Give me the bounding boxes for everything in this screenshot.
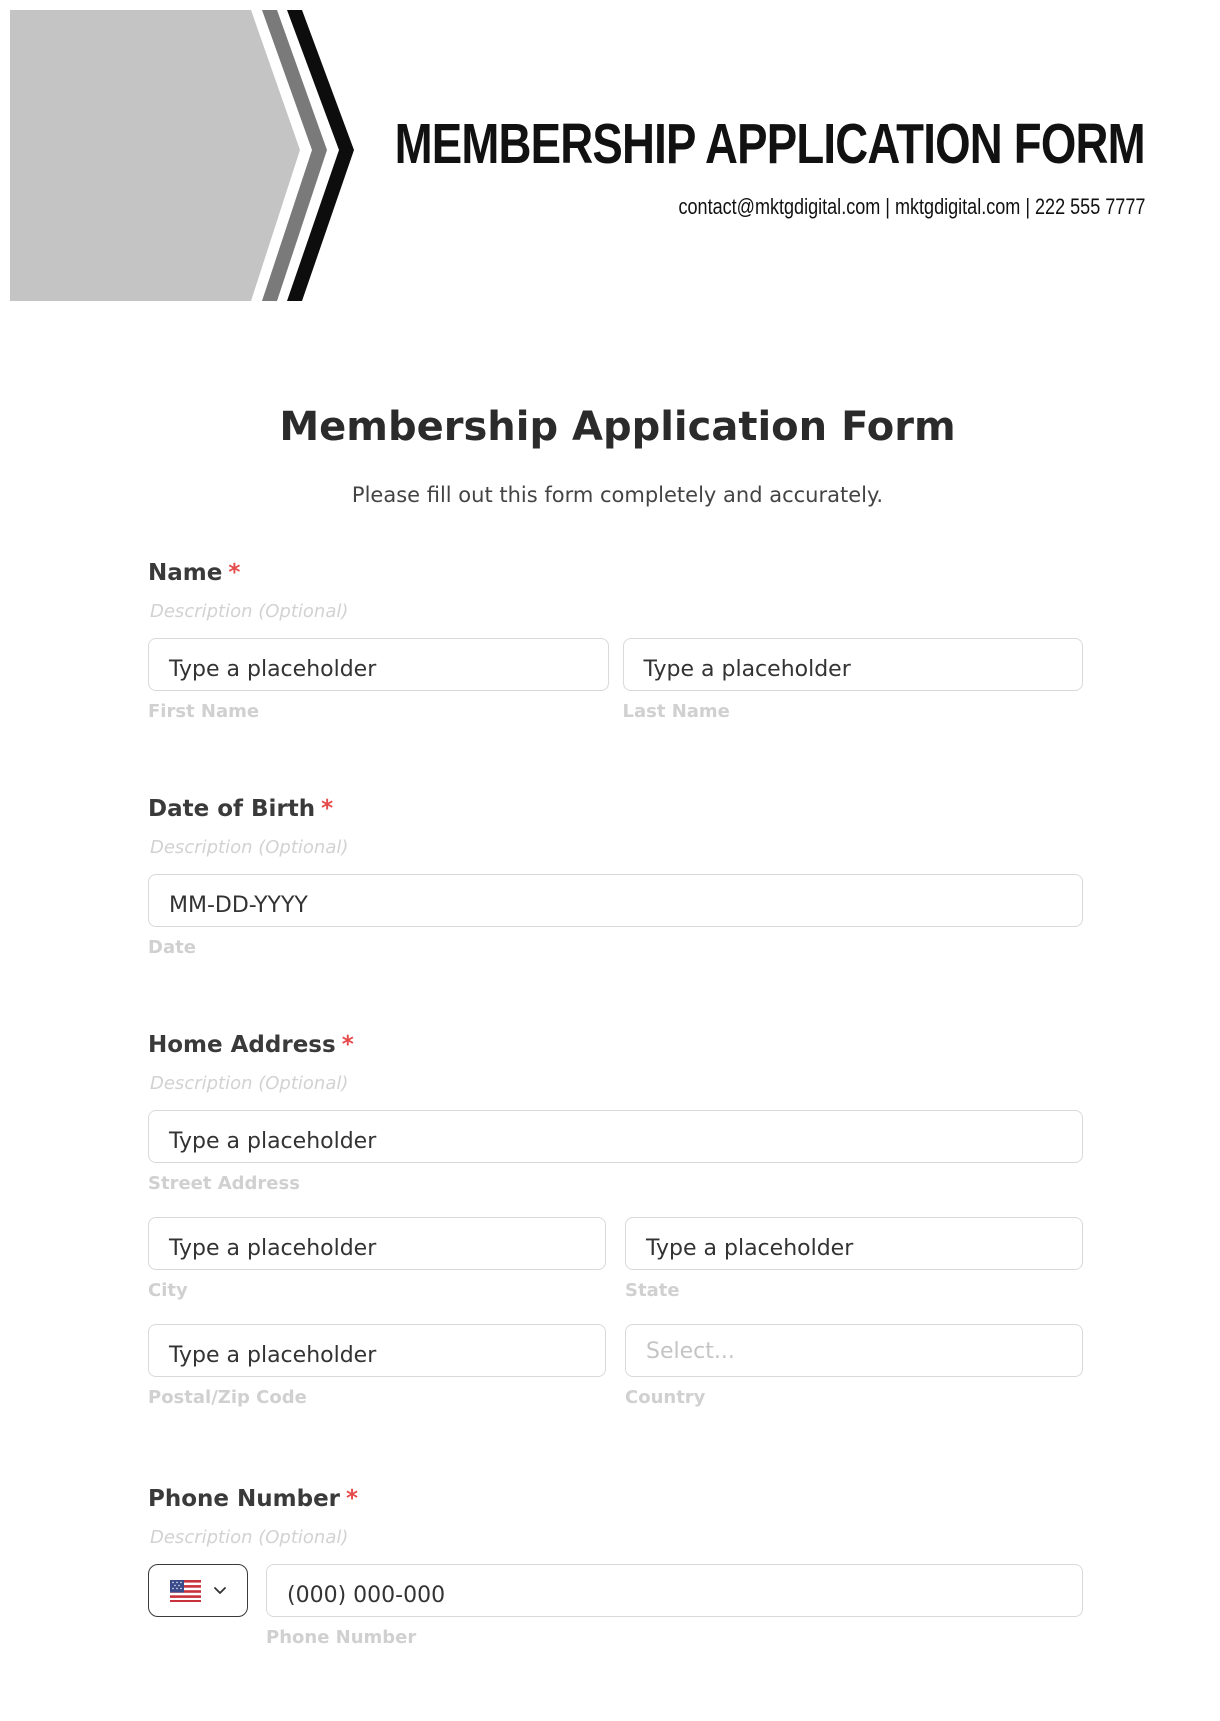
- dob-label-text: Date of Birth: [148, 796, 316, 822]
- last-name-sublabel: Last Name: [622, 701, 730, 722]
- address-field-group: [148, 1030, 1083, 1409]
- dob-description: Description (Optional): [150, 837, 349, 858]
- phone-country-code-select[interactable]: [148, 1564, 248, 1617]
- city-sublabel: City: [148, 1280, 188, 1301]
- phone-number-input[interactable]: (000) 000-000: [266, 1564, 1083, 1617]
- us-flag-icon: [170, 1580, 201, 1602]
- required-marker: *: [341, 1032, 354, 1058]
- phone-label: [148, 1484, 1083, 1514]
- street-address-sublabel: Street Address: [148, 1173, 300, 1194]
- banner-contact-info: contact@mktgdigital.com | mktgdigital.com | 222 555 7777: [678, 194, 1145, 219]
- name-label-text: Name: [148, 560, 223, 586]
- address-label: [148, 1030, 1083, 1060]
- date-of-birth-input[interactable]: MM-DD-YYYY: [148, 874, 1083, 927]
- name-description: Description (Optional): [150, 601, 349, 622]
- state-input[interactable]: Type a placeholder: [625, 1217, 1083, 1270]
- required-marker: *: [346, 1486, 359, 1512]
- date-sublabel: Date: [148, 937, 196, 958]
- street-address-input[interactable]: Type a placeholder: [148, 1110, 1083, 1163]
- form-title: Membership Application Form: [279, 404, 956, 450]
- country-select[interactable]: Select...: [625, 1324, 1083, 1377]
- last-name-input[interactable]: Type a placeholder: [623, 638, 1084, 691]
- first-name-input[interactable]: Type a placeholder: [148, 638, 609, 691]
- dob-field-group: [148, 794, 1083, 959]
- phone-label-text: Phone Number: [148, 1486, 341, 1512]
- city-input[interactable]: Type a placeholder: [148, 1217, 606, 1270]
- phone-description: Description (Optional): [150, 1527, 349, 1548]
- address-label-text: Home Address: [148, 1032, 336, 1058]
- state-sublabel: State: [625, 1280, 680, 1301]
- dob-label: [148, 794, 1083, 824]
- name-label: [148, 558, 1083, 588]
- phone-field-group: [148, 1484, 1083, 1649]
- address-description: Description (Optional): [150, 1073, 349, 1094]
- header-banner-graphic: [0, 0, 380, 320]
- required-marker: *: [228, 560, 241, 586]
- name-field-group: [148, 558, 1083, 723]
- country-sublabel: Country: [625, 1387, 706, 1408]
- phone-number-sublabel: Phone Number: [266, 1627, 417, 1648]
- banner-title: MEMBERSHIP APPLICATION FORM: [394, 112, 1145, 176]
- postal-code-input[interactable]: Type a placeholder: [148, 1324, 606, 1377]
- first-name-sublabel: First Name: [148, 701, 260, 722]
- chevron-down-icon: [213, 1586, 227, 1595]
- required-marker: *: [321, 796, 334, 822]
- banner-gray-chevron-block: [10, 10, 300, 301]
- postal-code-sublabel: Postal/Zip Code: [148, 1387, 307, 1408]
- form-subtitle: Please fill out this form completely and accurately.: [351, 483, 884, 507]
